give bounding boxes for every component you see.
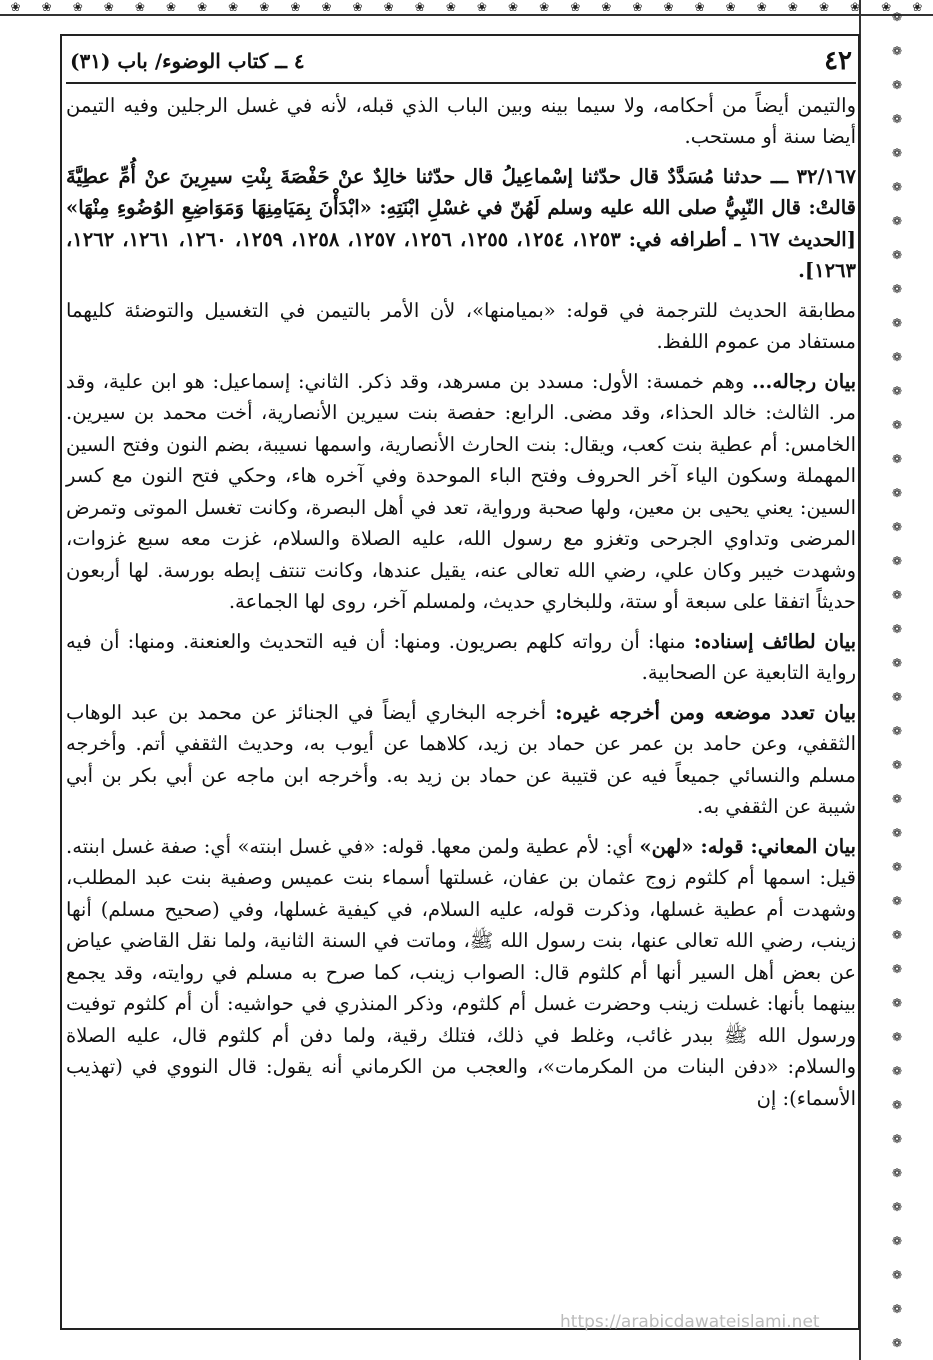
ornament-icon: ❁	[891, 554, 903, 568]
ornament-icon: ❀	[818, 0, 830, 14]
ornament-icon: ❀	[414, 0, 425, 14]
ornament-icon: ❀	[41, 0, 52, 14]
ornament-icon: ❁	[891, 588, 903, 602]
ornament-icon: ❁	[891, 1200, 903, 1214]
section-heading: بيان لطائف إسناده:	[693, 629, 856, 653]
section-heading: بيان تعدد موضعه ومن أخرجه غيره:	[555, 700, 856, 724]
running-title: ٤ ــ كتاب الوضوء/ باب (٣١)	[70, 49, 305, 73]
ornament-icon: ❁	[891, 44, 903, 58]
ornament-icon: ❁	[891, 1030, 903, 1044]
ornament-icon: ❁	[891, 180, 903, 194]
top-ornament-border	[0, 0, 933, 16]
ornament-icon: ❀	[352, 0, 363, 14]
ornament-icon: ❁	[891, 112, 903, 126]
ornament-icon: ❀	[72, 0, 83, 14]
hadith-paragraph	[66, 161, 856, 287]
hadith-text: مُسَدَّدٌ قال حدّثنا إسْماعِيلُ قال حدّثنا خالِدٌ عنْ حَفْصَةَ بِنْتِ سيرِينَ عنْ أُمِّ عطِيَّةَ قالتْ: قال النّبِيُّ صلى الله عليه وسلم لَهُنّ في غسْلِ ابْنَتِهِ: «ابْدَأْنَ بِمَيَامِنِهَا وَمَوَاضِعِ الوُضُوءِ مِنْهَا» [الحديث ١٦٧ ـ أطرافه في: ١٢٥٣، ١٢٥٤، ١٢٥٥، ١٢٥٦، ١٢٥٧، ١٢٥٨، ١٢٥٩، ١٢٦٠، ١٢٦١، ١٢٦٢، ١٢٦٣].	[66, 164, 856, 282]
ornament-icon: ❀	[601, 0, 612, 14]
ornament-icon: ❁	[891, 282, 903, 296]
ornament-icon: ❁	[891, 1336, 903, 1350]
paragraph-text: مطابقة الحديث للترجمة في قوله: «بميامنها»، لأن الأمر بالتيمن في التغسيل والتوضئة كليهما مستفاد من عموم اللفظ.	[66, 298, 856, 353]
paragraph-text: منها: أن رواته كلهم بصريون. ومنها: أن فيه التحديث والعنعنة. ومنها: أن فيه رواية التابعية عن الصحابية.	[66, 629, 856, 684]
section-heading: بيان رجاله...	[751, 369, 857, 393]
ornament-icon: ❀	[476, 0, 487, 14]
paragraph	[66, 366, 856, 618]
ornament-icon: ❀	[134, 0, 145, 14]
paragraph-text: أخرجه البخاري أيضاً في الجنائز عن محمد بن عبد الوهاب الثقفي، وعن حامد بن عمر عن حماد بن زيد، كلاهما عن أيوب به، وحديث الثقفي أتم. وأخرجه مسلم والنسائي جميعاً فيه عن قتيبة عن حماد بن زيد به. وأخرجه ابن ماجه عن أبي بكر بن أبي شيبة عن الثقفي به.	[66, 700, 856, 818]
ornament-icon: ❁	[891, 826, 903, 840]
ornament-icon: ❁	[891, 622, 903, 636]
paragraph	[66, 831, 856, 1115]
ornament-icon: ❀	[321, 0, 332, 14]
ornament-icon: ❀	[508, 0, 519, 14]
ornament-icon: ❀	[165, 0, 177, 14]
ornament-icon: ❀	[539, 0, 550, 14]
ornament-icon: ❁	[891, 758, 903, 772]
paragraph	[66, 90, 856, 153]
ornament-icon: ❀	[787, 0, 798, 14]
paragraph-text: أي: لأم عطية ولمن معها. قوله: «في غسل ابنته» أي: صفة غسل ابنته. قيل: اسمها أم كلثوم زوج عثمان بن عفان، غسلتها أسماء بنت عميس وصفية بنت عبد المطلب، وشهدت أم عطية غسلها، وذكرت قوله، عليه السلام، في كيفية غسلها، وفي (صحيح مسلم) أنها زينب، رضي الله تعالى عنها، بنت رسول الله ﷺ، وماتت في السنة الثانية، ولما نقل القاضي عياض عن بعض أهل السير أنها أم كلثوم قال: الصواب زينب، كما صرح به مسلم في روايته، وقد يجمع بينهما بأنها: غسلت زينب وحضرت غسل أم كلثوم، وذكر المنذري في حواشيه: أن أم كلثوم توفيت ورسول الله ﷺ ببدر غائب، وغلط في ذلك، فتلك رقية، ولما دفن أم كلثوم قال، عليه الصلاة والسلام: «دفن البنات من المكرمات»، والعجب من الكرماني أنه يقول: قال النووي في (تهذيب الأسماء): إن	[66, 834, 856, 1110]
page-number: ٤٢	[824, 46, 852, 76]
page-content	[66, 46, 856, 1122]
right-ornament-border	[859, 0, 933, 1360]
ornament-icon: ❀	[725, 0, 736, 14]
ornament-icon: ❀	[756, 0, 767, 14]
ornament-icon: ❁	[891, 690, 903, 704]
paragraph	[66, 697, 856, 823]
ornament-icon: ❁	[891, 384, 903, 398]
ornament-icon: ❁	[891, 146, 903, 160]
ornament-icon: ❀	[663, 0, 674, 14]
ornament-icon: ❀	[570, 0, 581, 14]
paragraph	[66, 626, 856, 689]
ornament-icon: ❀	[197, 0, 208, 14]
ornament-icon: ❁	[891, 214, 903, 228]
ornament-icon: ❀	[103, 0, 114, 14]
ornament-icon: ❁	[891, 418, 903, 432]
ornament-icon: ❁	[891, 350, 903, 364]
section-heading: بيان المعاني: قوله: «لهن»	[639, 834, 856, 858]
hadith-number: ٣٢/١٦٧ ـــ حدثنا	[722, 164, 856, 188]
ornament-icon: ❀	[632, 0, 643, 14]
ornament-icon: ❁	[891, 1234, 903, 1248]
ornament-icon: ❁	[891, 894, 903, 908]
paragraph	[66, 295, 856, 358]
ornament-icon: ❀	[694, 0, 705, 14]
ornament-icon: ❀	[290, 0, 301, 14]
ornament-icon: ❁	[891, 996, 903, 1010]
ornament-icon: ❁	[891, 486, 903, 500]
ornament-icon: ❁	[891, 520, 903, 534]
ornament-icon: ❁	[891, 1098, 903, 1112]
ornament-icon: ❀	[259, 0, 270, 14]
ornament-icon: ❀	[850, 0, 861, 14]
ornament-icon: ❁	[891, 928, 903, 942]
paragraph-text: وهم خمسة: الأول: مسدد بن مسرهد، وقد ذكر. الثاني: إسماعيل: هو ابن علية، وقد مر. الثالث: خالد الحذاء، وقد مضى. الرابع: حفصة بنت سيرين الأنصارية، أخت محمد بن سيرين. الخامس: أم عطية بنت كعب، ويقال: بنت الحارث الأنصارية، واسمها نسيبة، بضم النون وفتح السين المهملة وسكون الياء آخر الحروف وفتح الباء الموحدة وفي آخره هاء، وحكي فتح النون مع كسر السين: يعني يحيى بن معين، ولها صحبة ورواية، تعد في أهل البصرة، وكانت تغسل الموتى وتمرض المرضى وتداوي الجرحى وتغزو مع رسول الله، عليه الصلاة والسلام، غزت معه سبع غزوات، وشهدت خيبر وكان علي، رضي الله تعالى عنه، يقيل عندها، وكانت تنتف إبطه بورسة. لها أربعون حديثاً اتفقا على سبعة أو ستة، وللبخاري حديث، ولمسلم آخر، روى لها الجماعة.	[66, 369, 856, 613]
ornament-icon: ❁	[891, 1132, 903, 1146]
ornament-icon: ❀	[228, 0, 239, 14]
ornament-icon: ❁	[891, 962, 903, 976]
ornament-icon: ❁	[891, 860, 903, 874]
ornament-icon: ❀	[10, 0, 21, 14]
ornament-icon: ❁	[891, 10, 903, 24]
ornament-icon: ❁	[891, 724, 903, 738]
ornament-icon: ❀	[445, 0, 456, 14]
watermark-url: https://arabicdawateislami.net	[560, 1312, 820, 1332]
ornament-icon: ❁	[891, 656, 903, 670]
ornament-icon: ❁	[891, 78, 903, 92]
ornament-icon: ❁	[891, 452, 903, 466]
ornament-icon: ❁	[891, 1302, 903, 1316]
ornament-icon: ❁	[891, 1166, 903, 1180]
ornament-icon: ❁	[891, 1064, 903, 1078]
ornament-icon: ❀	[881, 0, 892, 14]
ornament-icon: ❁	[891, 248, 903, 262]
paragraph-text: والتيمن أيضاً من أحكامه، ولا سيما بينه وبين الباب الذي قبله، لأنه في غسل الرجلين وفيه التيمن أيضا سنة أو مستحب.	[66, 93, 856, 148]
ornament-icon: ❁	[891, 1268, 903, 1282]
ornament-icon: ❀	[912, 0, 923, 14]
ornament-icon: ❁	[891, 316, 903, 330]
page-header	[66, 46, 856, 84]
ornament-icon: ❀	[383, 0, 394, 14]
ornament-icon: ❁	[891, 792, 903, 806]
